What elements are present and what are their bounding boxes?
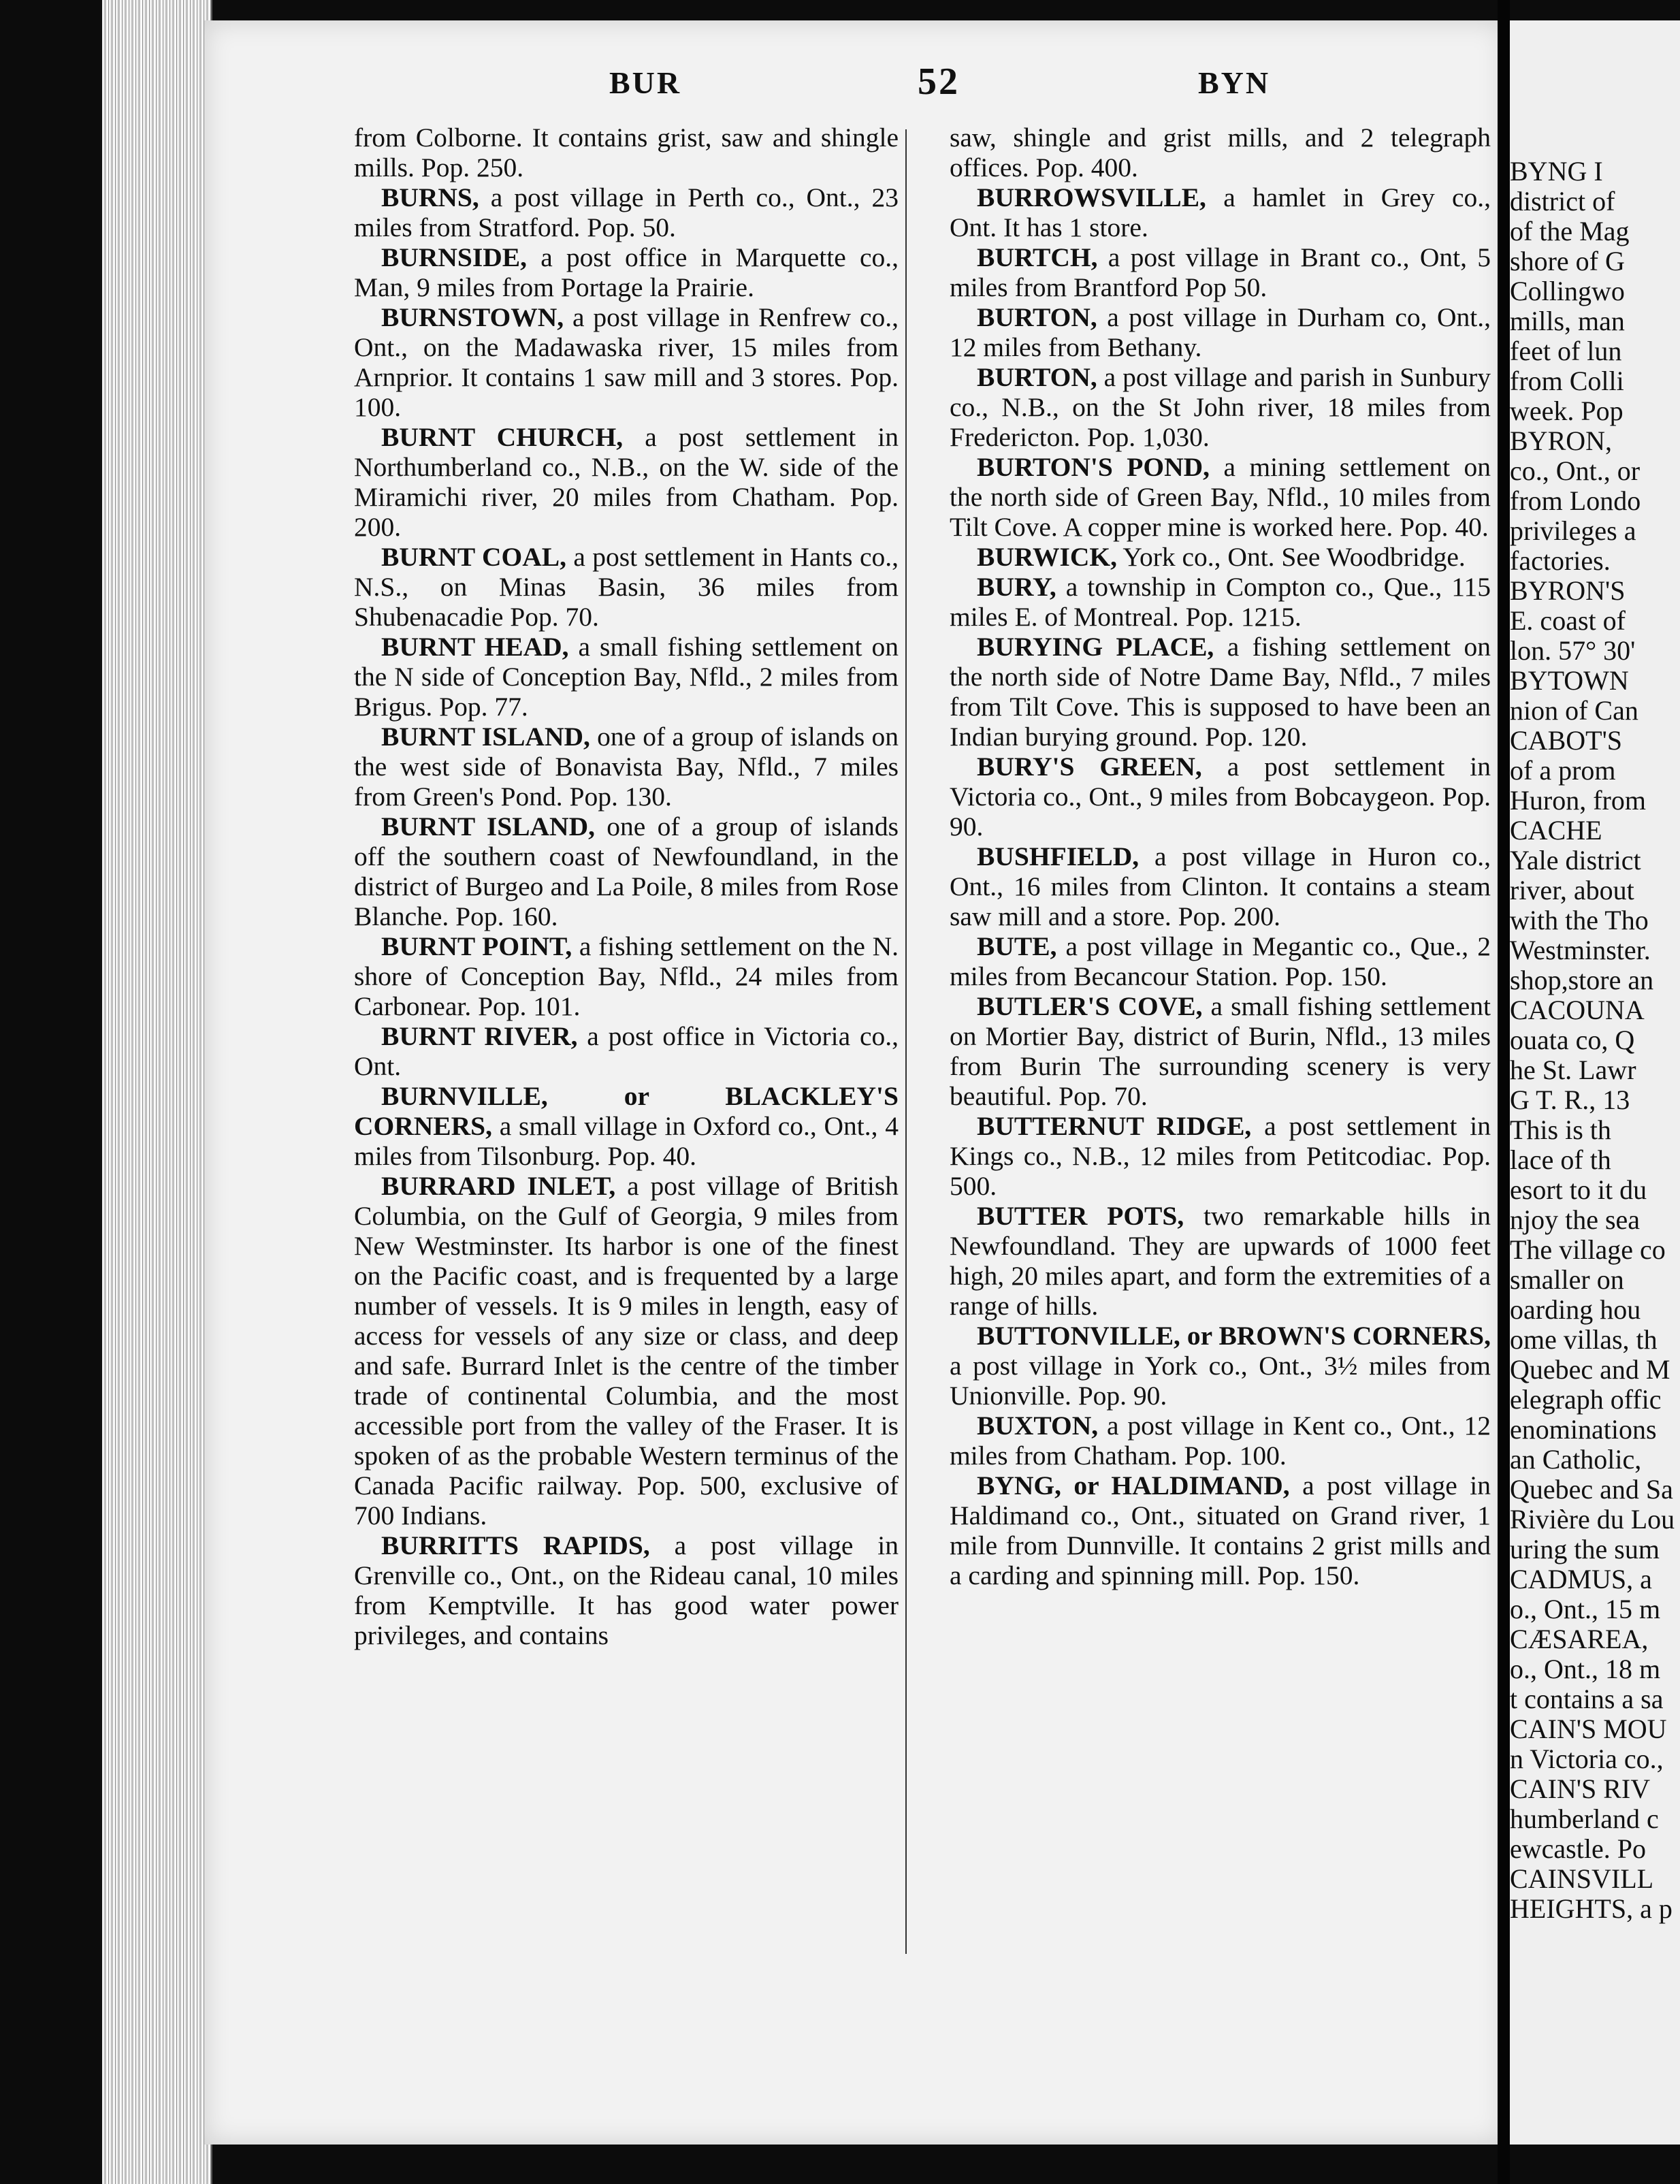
entry-headword: BURTON,: [977, 362, 1097, 392]
gazetteer-entry: [950, 1321, 1491, 1411]
gazetteer-entry: [354, 722, 899, 812]
next-page-line: enominations: [1510, 1414, 1657, 1445]
entry-headword: BURTCH,: [977, 242, 1098, 272]
gazetteer-entry: [950, 1471, 1491, 1590]
gazetteer-entry: [950, 752, 1491, 841]
entry-headword: BURNT HEAD,: [381, 632, 569, 662]
gazetteer-entry: [950, 632, 1491, 752]
gazetteer-entry: [950, 302, 1491, 362]
entry-headword: BURYING PLACE,: [977, 632, 1214, 662]
next-page-line: esort to it du: [1510, 1174, 1647, 1205]
next-page-line: CAIN'S RIV: [1510, 1773, 1651, 1804]
gazetteer-entry: [354, 182, 899, 242]
next-page-line: Yale district: [1510, 845, 1641, 876]
next-page-line: This is th: [1510, 1114, 1611, 1145]
next-page-lines: [1510, 157, 1675, 1924]
right-column: [950, 123, 1491, 1590]
book-gutter: [1498, 0, 1510, 2184]
gazetteer-entry: [354, 1171, 899, 1530]
next-page-line: o., Ont., 15 m: [1510, 1594, 1661, 1624]
next-page-line: Quebec and M: [1510, 1354, 1670, 1385]
next-page-line: CAINSVILL: [1510, 1863, 1654, 1894]
gazetteer-entry: [950, 1111, 1491, 1201]
next-page-line: Westminster.: [1510, 935, 1651, 965]
next-page-line: E. coast of: [1510, 605, 1626, 636]
gazetteer-entry: [354, 1530, 899, 1650]
next-page-line: CACHE: [1510, 815, 1602, 846]
gazetteer-entry: [950, 123, 1491, 182]
running-head-left: BUR: [609, 65, 682, 100]
next-page-line: from Londo: [1510, 485, 1641, 516]
next-page-line: CACOUNA: [1510, 995, 1645, 1025]
entry-text: one of a group of islands off the southern coast of Newfoundland, in the district of Burgeo and La Poile, 8 miles from Rose Blanche. Pop. 160.: [354, 812, 899, 931]
next-page-line: an Catholic,: [1510, 1444, 1642, 1475]
entry-headword: BURNT POINT,: [381, 931, 572, 961]
entry-headword: BURWICK,: [977, 542, 1118, 572]
entry-headword: BURNT ISLAND,: [381, 812, 595, 841]
entry-headword: BURNSTOWN,: [381, 302, 564, 332]
entry-headword: BUTTERNUT RIDGE,: [977, 1111, 1252, 1141]
next-page-line: BYRON,: [1510, 425, 1613, 456]
next-page-line: BYTOWN: [1510, 665, 1629, 696]
gazetteer-entry: [950, 362, 1491, 452]
page-number: 52: [918, 61, 960, 103]
next-page-line: Huron, from: [1510, 785, 1646, 816]
gazetteer-entry: [354, 632, 899, 722]
entry-headword: BUTTONVILLE, or BROWN'S CORNERS,: [977, 1321, 1491, 1351]
next-page-line: humberland c: [1510, 1803, 1659, 1834]
next-page-line: CÆSAREA,: [1510, 1624, 1649, 1654]
entry-headword: BURRITTS RAPIDS,: [381, 1530, 650, 1560]
next-page-line: HEIGHTS, a p: [1510, 1893, 1673, 1924]
gazetteer-entry: [354, 242, 899, 302]
entry-text: a fishing settlement on the north side of Notre Dame Bay, Nfld., 7 miles from Tilt Cove. This is supposed to have been an Indian burying ground. Pop. 120.: [950, 632, 1491, 752]
next-page-line: with the Tho: [1510, 905, 1649, 935]
next-page-line: feet of lun: [1510, 336, 1622, 366]
entry-headword: BUXTON,: [977, 1411, 1099, 1441]
entry-text: saw, shingle and grist mills, and 2 telegraph offices. Pop. 400.: [950, 123, 1491, 182]
gazetteer-entry: [354, 1081, 899, 1171]
next-page-line: G T. R., 13: [1510, 1085, 1630, 1115]
next-page-line: mills, man: [1510, 306, 1625, 336]
entry-text: a post village in Perth co., Ont., 23 miles from Stratford. Pop. 50.: [354, 182, 899, 242]
entry-text: a mining settlement on the north side of Green Bay, Nfld., 10 miles from Tilt Cove. A copper mine is worked here. Pop. 40.: [950, 452, 1491, 542]
entry-headword: BURNT RIVER,: [381, 1021, 578, 1051]
next-page-line: from Colli: [1510, 366, 1624, 396]
entry-headword: BURTON'S POND,: [977, 452, 1210, 482]
entry-text: a post village in Renfrew co., Ont., on the Madawaska river, 15 miles from Arnprior. It contains 1 saw mill and 3 stores. Pop. 100.: [354, 302, 899, 422]
next-page-line: BYNG I: [1510, 156, 1603, 187]
next-page-line: smaller on: [1510, 1264, 1624, 1295]
entry-text: a post village of British Columbia, on the Gulf of Georgia, 9 miles from New Westminster. Its harbor is one of the finest on the Pacific coast, and is frequented by a large number of vessels. It is 9 miles in length, easy of access for vessels of any size or class, and deep and safe. Burrard Inlet is the centre of the timber trade of continental Columbia, and the most accessible port from the valley of the Fraser. It is spoken of as the probable Western terminus of the Canada Pacific railway. Pop. 500, exclusive of 700 Indians.: [354, 1171, 899, 1530]
entry-headword: BURNSIDE,: [381, 242, 528, 272]
next-page-line: shore of G: [1510, 246, 1625, 276]
entry-headword: BURY'S GREEN,: [977, 752, 1202, 782]
next-page-line: Rivière du Lou: [1510, 1504, 1675, 1535]
next-page-line: ome villas, th: [1510, 1324, 1658, 1355]
running-head-right: BYN: [1198, 65, 1271, 100]
next-page-line: lon. 57° 30': [1510, 635, 1636, 666]
entry-text: a post office in Marquette co., Man, 9 miles from Portage la Prairie.: [354, 242, 899, 302]
entry-headword: BURRARD INLET,: [381, 1171, 616, 1201]
entry-headword: BURNS,: [381, 182, 479, 212]
entry-text: a small village in Oxford co., Ont., 4 miles from Tilsonburg. Pop. 40.: [354, 1111, 899, 1171]
next-page-line: river, about: [1510, 875, 1634, 905]
gazetteer-entry: [950, 931, 1491, 991]
gazetteer-entry: [950, 1411, 1491, 1471]
gazetteer-entry: [950, 1201, 1491, 1321]
next-page-line: BYRON'S: [1510, 575, 1626, 606]
next-page-line: of a prom: [1510, 755, 1616, 786]
entry-text: from Colborne. It contains grist, saw and shingle mills. Pop. 250.: [354, 123, 899, 182]
next-page-line: privileges a: [1510, 515, 1636, 546]
entry-headword: BUTE,: [977, 931, 1057, 961]
entry-text: a post settlement in Hants co., N.S., on Minas Basin, 36 miles from Shubenacadie Pop. 70.: [354, 542, 899, 632]
gazetteer-entry: [950, 991, 1491, 1111]
next-page-line: uring the sum: [1510, 1534, 1660, 1564]
next-page-line: nion of Can: [1510, 695, 1638, 726]
next-page-line: t contains a sa: [1510, 1684, 1664, 1714]
left-column: [354, 123, 899, 1650]
gazetteer-entry: [354, 542, 899, 632]
entry-text: a post settlement in Northumberland co., N.B., on the W. side of the Miramichi river, 20 miles from Chatham. Pop. 200.: [354, 422, 899, 542]
gazetteer-entry: [950, 841, 1491, 931]
entry-text: a township in Compton co., Que., 115 miles E. of Montreal. Pop. 1215.: [950, 572, 1491, 632]
next-page-line: shop,store an: [1510, 965, 1654, 995]
entry-headword: BUSHFIELD,: [977, 841, 1140, 871]
entry-text: a hamlet in Grey co., Ont. It has 1 store.: [950, 182, 1491, 242]
entry-text: a post village in Megantic co., Que., 2 miles from Becancour Station. Pop. 150.: [950, 931, 1491, 991]
next-page-line: of the Mag: [1510, 216, 1630, 246]
entry-text: a post village in Haldimand co., Ont., situated on Grand river, 1 mile from Dunnville. It contains 2 grist mills and a carding and spinning mill. Pop. 150.: [950, 1471, 1491, 1590]
entry-text: two remarkable hills in Newfoundland. They are upwards of 1000 feet high, 20 miles apart, and form the extremities of a range of hills.: [950, 1201, 1491, 1321]
entry-text: a small fishing settlement on Mortier Bay, district of Burin, Nfld., 13 miles from Burin The surrounding scenery is very beautiful. Pop. 70.: [950, 991, 1491, 1111]
next-page-line: elegraph offic: [1510, 1384, 1662, 1415]
gazetteer-entry: [354, 123, 899, 182]
gazetteer-entry: [950, 452, 1491, 542]
entry-headword: BURY,: [977, 572, 1056, 602]
entry-headword: BURNVILLE, or BLACKLEY'S CORNERS,: [354, 1081, 899, 1141]
entry-text: a fishing settlement on the N. shore of Conception Bay, Nfld., 24 miles from Carbonear. Pop. 101.: [354, 931, 899, 1021]
book-page-edges: [102, 0, 212, 2184]
next-page-line: CABOT'S: [1510, 725, 1623, 756]
entry-text: a post settlement in Kings co., N.B., 12 miles from Petitcodiac. Pop. 500.: [950, 1111, 1491, 1201]
entry-text: one of a group of islands on the west side of Bonavista Bay, Nfld., 7 miles from Green's Pond. Pop. 130.: [354, 722, 899, 812]
entry-text: a post office in Victoria co., Ont.: [354, 1021, 899, 1081]
entry-text: a post settlement in Victoria co., Ont., 9 miles from Bobcaygeon. Pop. 90.: [950, 752, 1491, 841]
gazetteer-entry: [950, 242, 1491, 302]
entry-headword: BURTON,: [977, 302, 1097, 332]
entry-headword: BYNG, or HALDIMAND,: [977, 1471, 1290, 1500]
next-page-line: co., Ont., or: [1510, 455, 1641, 486]
column-rule: [905, 129, 907, 1954]
next-page-line: CADMUS, a: [1510, 1564, 1652, 1594]
next-page-line: o., Ont., 18 m: [1510, 1654, 1661, 1684]
gazetteer-entry: [354, 1021, 899, 1081]
entry-headword: BUTLER'S COVE,: [977, 991, 1203, 1021]
next-page-line: week. Pop: [1510, 396, 1624, 426]
entry-text: a post village in Huron co., Ont., 16 miles from Clinton. It contains a steam saw mill and a store. Pop. 200.: [950, 841, 1491, 931]
next-page-line: CAIN'S MOU: [1510, 1714, 1667, 1744]
gazetteer-entry: [354, 422, 899, 542]
gazetteer-entry: [354, 302, 899, 422]
entry-text: a post village and parish in Sunbury co., N.B., on the St John river, 18 miles from Fredericton. Pop. 1,030.: [950, 362, 1491, 452]
next-page-line: Collingwo: [1510, 276, 1625, 306]
entry-headword: BURROWSVILLE,: [977, 182, 1206, 212]
entry-text: York co., Ont. See Woodbridge.: [1117, 542, 1466, 572]
entry-headword: BURNT ISLAND,: [381, 722, 590, 752]
next-page-line: Quebec and Sa: [1510, 1474, 1673, 1505]
gazetteer-entry: [354, 931, 899, 1021]
next-page-line: n Victoria co.,: [1510, 1744, 1664, 1774]
next-page-line: ouata co, Q: [1510, 1025, 1635, 1055]
gazetteer-entry: [950, 542, 1491, 572]
entry-text: a post village in Kent co., Ont., 12 miles from Chatham. Pop. 100.: [950, 1411, 1491, 1471]
gazetteer-entry: [950, 572, 1491, 632]
next-page-line: oarding hou: [1510, 1294, 1641, 1325]
next-page-line: he St. Lawr: [1510, 1055, 1636, 1085]
entry-text: a small fishing settlement on the N side of Conception Bay, Nfld., 2 miles from Brigus. Pop. 77.: [354, 632, 899, 722]
entry-text: a post village in Brant co., Ont, 5 miles from Brantford Pop 50.: [950, 242, 1491, 302]
entry-headword: BURNT COAL,: [381, 542, 566, 572]
entry-headword: BUTTER POTS,: [977, 1201, 1184, 1231]
next-page-line: factories.: [1510, 545, 1611, 576]
entry-text: a post village in Grenville co., Ont., on the Rideau canal, 10 miles from Kemptville. It has good water power privileges, and contains: [354, 1530, 899, 1650]
entry-text: a post village in Durham co, Ont., 12 miles from Bethany.: [950, 302, 1491, 362]
next-page-line: njoy the sea: [1510, 1204, 1641, 1235]
gazetteer-entry: [354, 812, 899, 931]
next-page-line: ewcastle. Po: [1510, 1833, 1646, 1864]
next-page-fragment: [1510, 20, 1680, 2145]
next-page-line: district of: [1510, 186, 1615, 216]
entry-headword: BURNT CHURCH,: [381, 422, 624, 452]
entry-text: a post village in York co., Ont., 3½ miles from Unionville. Pop. 90.: [950, 1351, 1491, 1411]
next-page-line: lace of th: [1510, 1144, 1611, 1175]
next-page-line: The village co: [1510, 1234, 1666, 1265]
gazetteer-entry: [950, 182, 1491, 242]
